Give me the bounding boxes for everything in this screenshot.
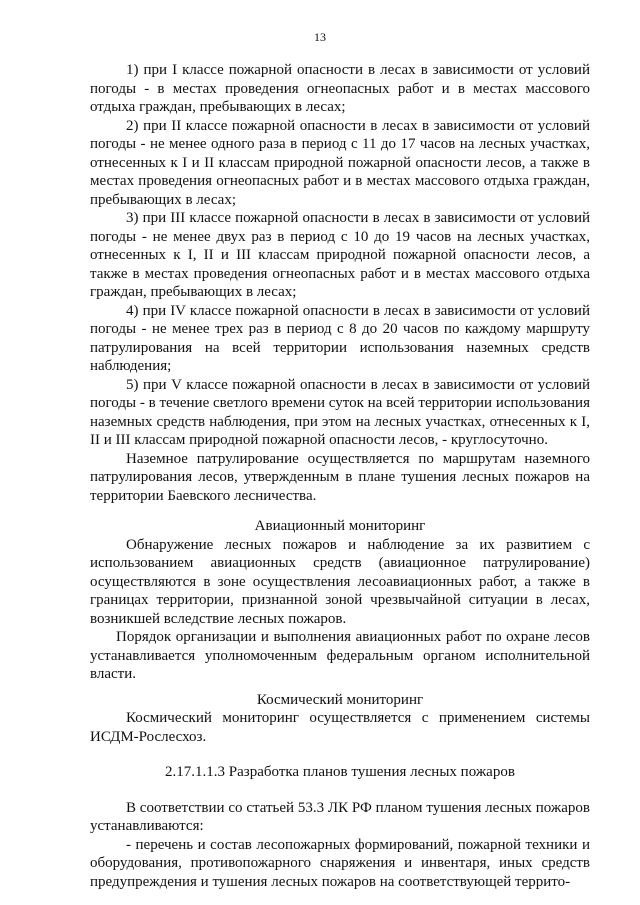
heading-aviation-monitoring: Авиационный мониторинг bbox=[254, 518, 426, 534]
paragraph-class-5: 5) при V классе пожарной опасности в лесах в зависимости от условий погоды - в течение светлого времени суток на всей территории использования наземных средств наблюдения, при этом на лесных участках, отнесенных к I, II и III классам природной пожарной опасности лесов, - круглосуточно. bbox=[90, 376, 590, 448]
paragraph-aviation-detection: Обнаружение лесных пожаров и наблюдение за их развитием с использованием авиационных средств (авиационное патрулирование) осуществляются в зоне осуществления лесоавиационных работ, а также в границах территории, признанной зоной чрезвычайной ситуации в лесах, возникшей вследствие лесных пожаров. bbox=[90, 536, 590, 627]
paragraph-class-4: 4) при IV классе пожарной опасности в лесах в зависимости от условий погоды - не менее трех раз в период с 8 до 20 часов по каждому маршруту патрулирования на всей территории использования наземных средств наблюдения; bbox=[90, 302, 590, 374]
paragraph-ground-patrol: Наземное патрулирование осуществляется по маршрутам наземного патрулирования лесов, утвержденным в плане тушения лесных пожаров на территории Баевского лесничества. bbox=[90, 450, 590, 504]
paragraph-class-2: 2) при II классе пожарной опасности в лесах в зависимости от условий погоды - не менее одного раза в период с 11 до 17 часов на лесных участках, отнесенных к I и II классам природной пожарной опасности лесов, а также в местах проведения огнеопасных работ и в местах массового отдыха граждан, пребывающих в лесах; bbox=[90, 117, 590, 208]
paragraph-space-monitoring: Космический мониторинг осуществляется с применением системы ИСДМ-Рослесхоз. bbox=[90, 710, 590, 745]
paragraph-plan-contents: В соответствии со статьей 53.3 ЛК РФ планом тушения лесных пожаров устанавливаются: bbox=[90, 799, 590, 834]
heading-section-2-17-1-1-3: 2.17.1.1.3 Разработка планов тушения лесных пожаров bbox=[165, 764, 515, 780]
paragraph-class-3: 3) при III классе пожарной опасности в лесах в зависимости от условий погоды - не менее двух раз в период с 10 до 19 часов на лесных участках, отнесенных к I, II и III классам природной пожарной опасности лесов, а также в местах проведения огнеопасных работ и в местах массового отдыха граждан, пребывающих в лесах; bbox=[90, 210, 590, 300]
page-number: 13 bbox=[314, 30, 326, 44]
heading-space-monitoring: Космический мониторинг bbox=[256, 691, 424, 708]
paragraph-list-item-1: - перечень и состав лесопожарных формирований, пожарной техники и оборудования, противопожарного снаряжения и инвентаря, иных средств предупреждения и тушения лесных пожаров на соответствующей террито- bbox=[90, 836, 590, 890]
paragraph-class-1: 1) при I классе пожарной опасности в лесах в зависимости от условий погоды - в местах проведения огнеопасных работ и в местах массового отдыха граждан, пребывающих в лесах; bbox=[90, 62, 590, 115]
page-body bbox=[90, 61, 590, 891]
paragraph-aviation-order: Порядок организации и выполнения авиационных работ по охране лесов устанавливается уполномоченным федеральным органом исполнительной власти. bbox=[90, 629, 590, 682]
